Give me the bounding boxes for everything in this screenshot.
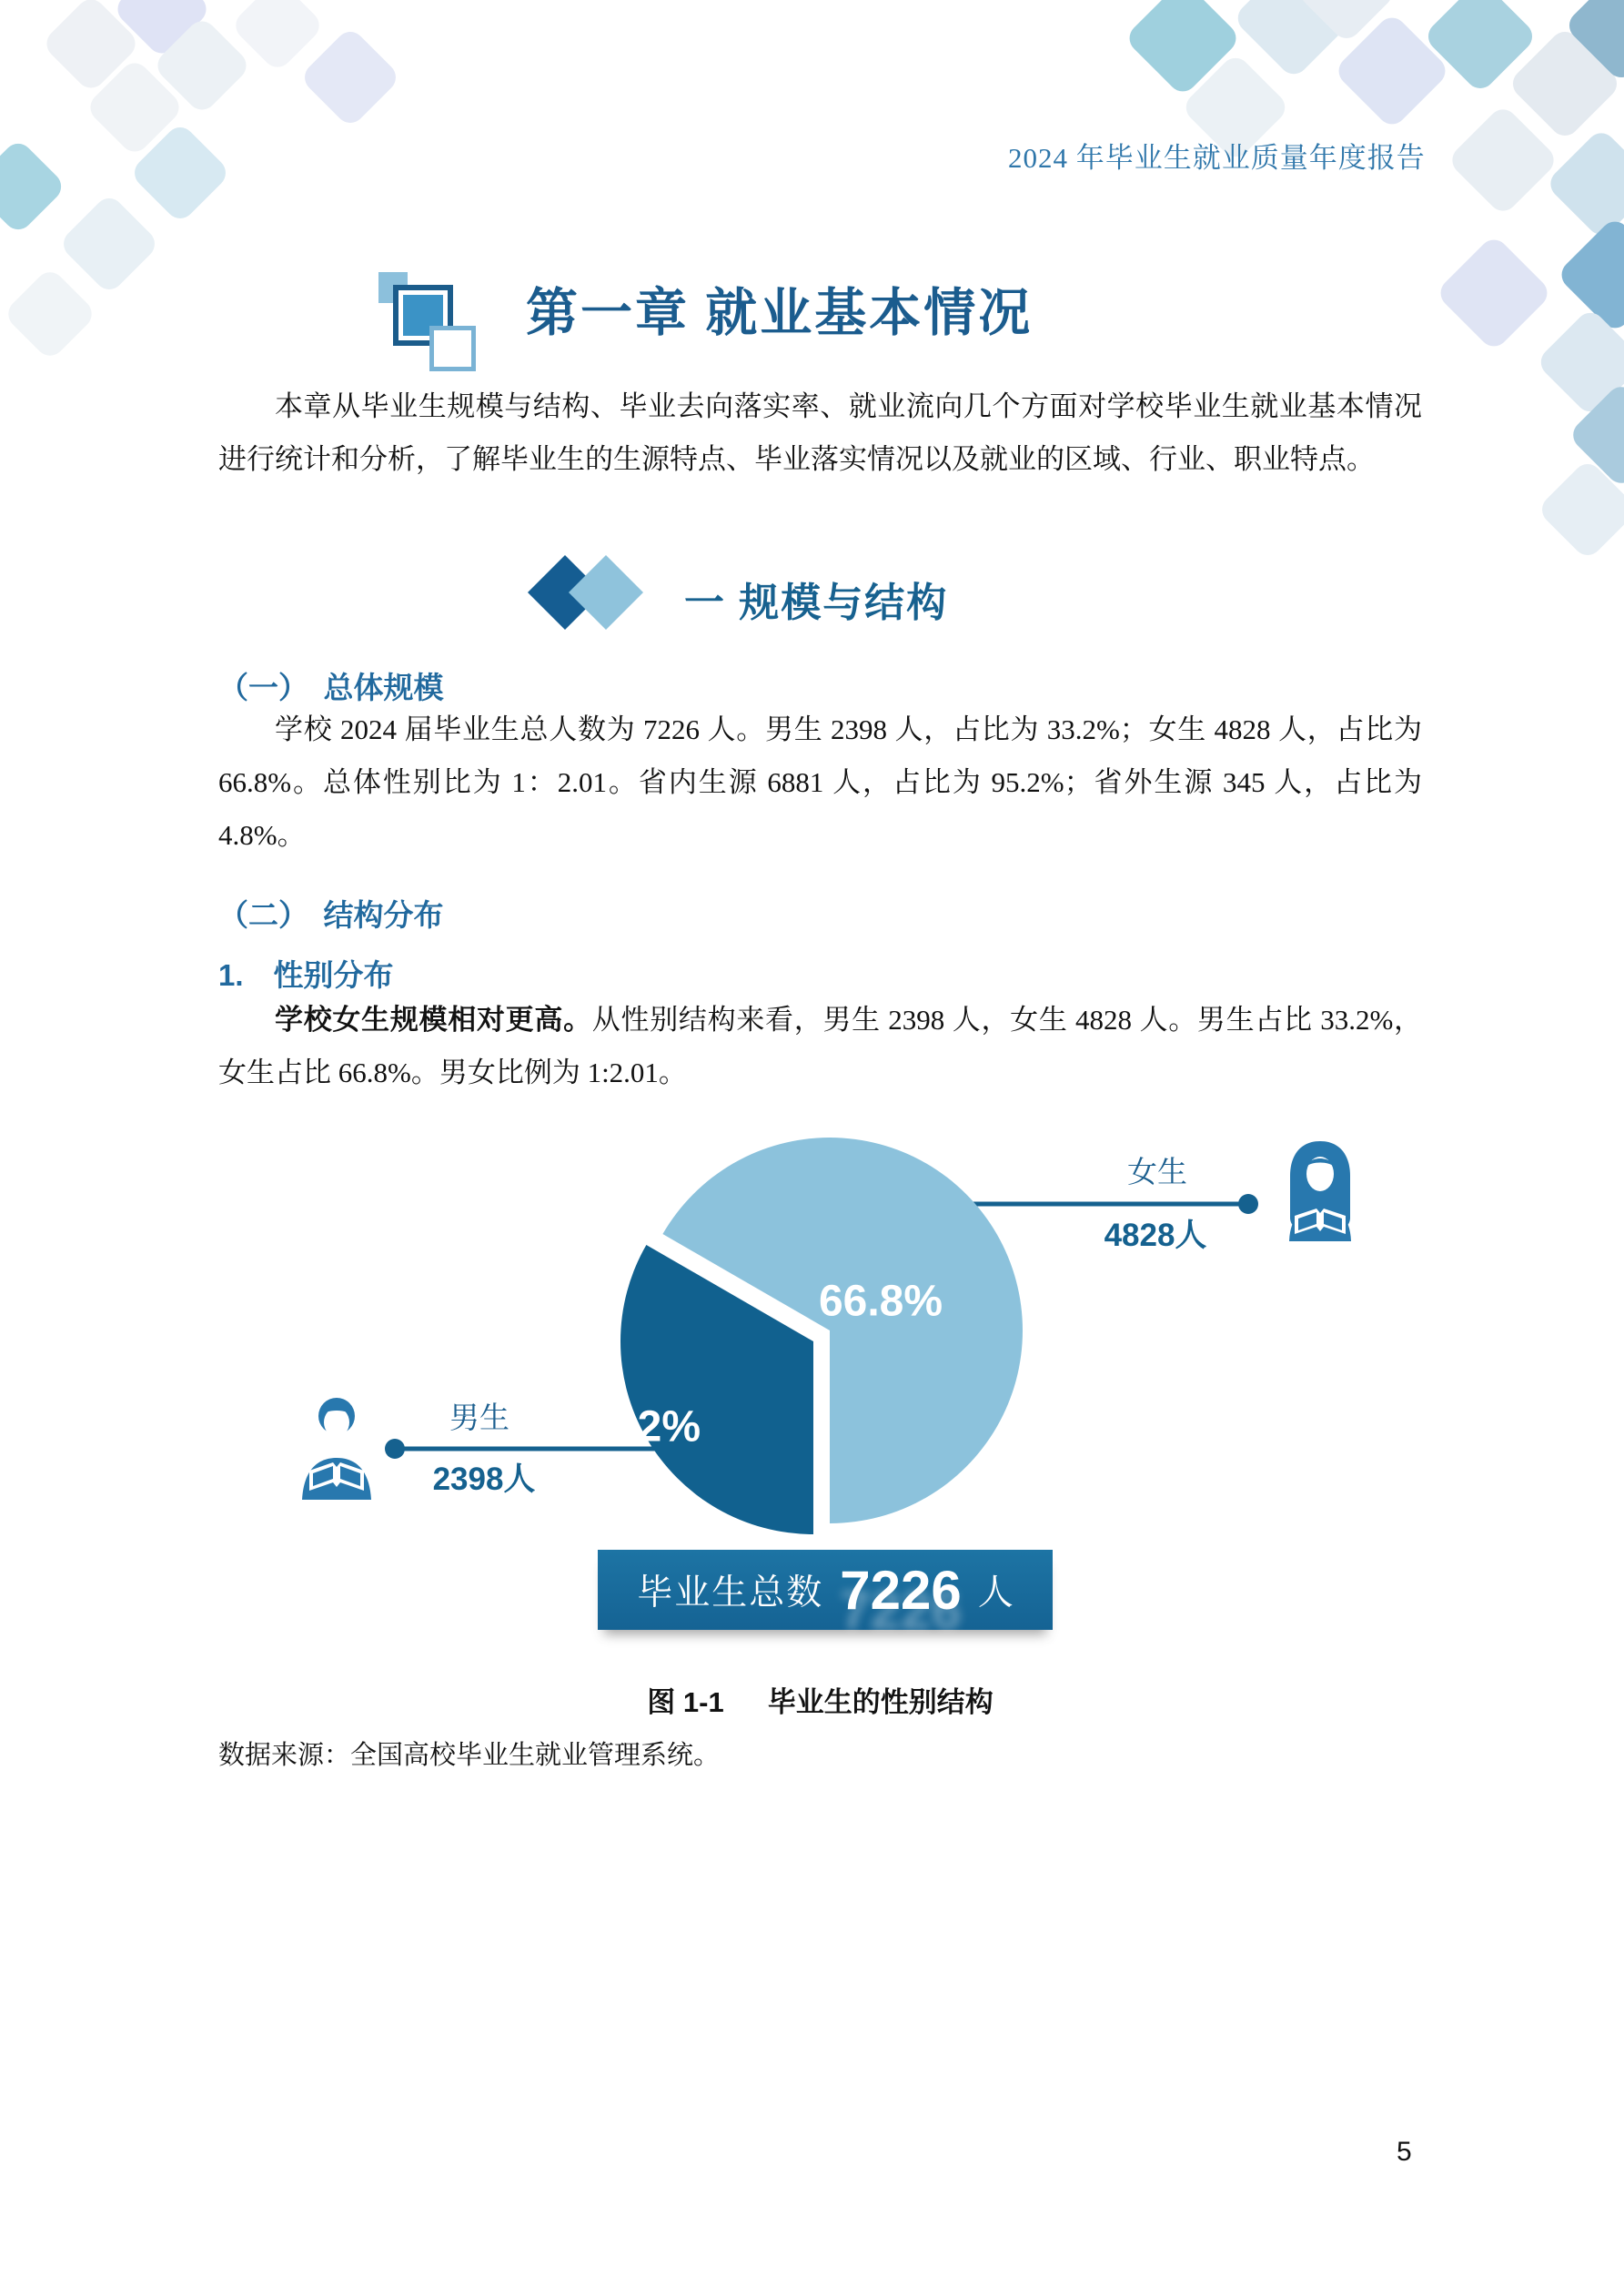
female-count-label: 4828人 <box>1104 1218 1207 1253</box>
chapter-title: 第一章 就业基本情况 <box>526 285 1034 342</box>
page-header-title: 2024 年毕业生就业质量年度报告 <box>1008 142 1426 174</box>
male-percent-label: 33.2% <box>576 1402 701 1451</box>
chapter-squares-icon <box>378 270 482 375</box>
decor-diamond <box>1435 234 1553 352</box>
section-title: 一 规模与结构 <box>684 581 949 625</box>
total-banner-value: 7226 <box>840 1559 962 1621</box>
male-reader-icon <box>293 1389 380 1505</box>
male-count-label: 2398人 <box>432 1462 536 1497</box>
data-source-note: 数据来源：全国高校毕业生就业管理系统。 <box>218 1741 721 1770</box>
total-banner-label: 毕业生总数 <box>637 1573 824 1613</box>
subsection-2-title: （二） 结构分布 <box>218 898 444 932</box>
paragraph-overall-scale: 学校 2024 届毕业生总人数为 7226 人。男生 2398 人，占比为 33.2%；女生 4828 人，占比为 66.8%。总体性别比为 1：2.01。省内生源 6881 人，占比为 95.2%；省外生源 345 人，占比为 4.8%。 <box>218 713 1422 851</box>
decor-diamond <box>1447 104 1559 217</box>
male-label: 男生 <box>449 1402 509 1435</box>
subsection-3-title: 1. 性别分布 <box>218 958 394 992</box>
subsection-1-title: （一） 总体规模 <box>218 671 444 704</box>
total-banner-unit: 人 <box>977 1573 1014 1613</box>
male-callout-dot <box>385 1439 405 1459</box>
gender-paragraph-rest: 从性别结构来看，男生 2398 人，女生 4828 人。男生占比 33.2%，女生占比 66.8%。男女比例为 1:2.01。 <box>218 1004 1422 1088</box>
intro-paragraph: 本章从毕业生规模与结构、毕业去向落实率、就业流向几个方面对学校毕业生就业基本情况进行统计和分析，了解毕业生的生源特点、毕业落实情况以及就业的区域、行业、职业特点。 <box>218 390 1422 475</box>
decor-diamond <box>0 137 67 235</box>
female-percent-label: 66.8% <box>818 1277 943 1326</box>
decor-diamond <box>298 25 401 128</box>
figure-title: 毕业生的性别结构 <box>767 1686 994 1718</box>
decor-diamond <box>3 267 98 362</box>
diamond-icon-light <box>569 555 643 630</box>
decor-diamond <box>57 192 160 295</box>
total-banner <box>598 1550 1053 1630</box>
female-label: 女生 <box>1127 1157 1187 1189</box>
female-callout-dot <box>1238 1194 1258 1214</box>
square-outline <box>429 326 476 371</box>
paragraph-gender <box>218 994 1422 1099</box>
female-reader-icon <box>1276 1139 1364 1247</box>
gender-paragraph-lead: 学校女生规模相对更高。 <box>275 1004 592 1036</box>
figure-number: 图 1-1 <box>647 1686 724 1718</box>
page-number: 5 <box>1397 2137 1412 2167</box>
figure-caption <box>218 1679 1422 1720</box>
